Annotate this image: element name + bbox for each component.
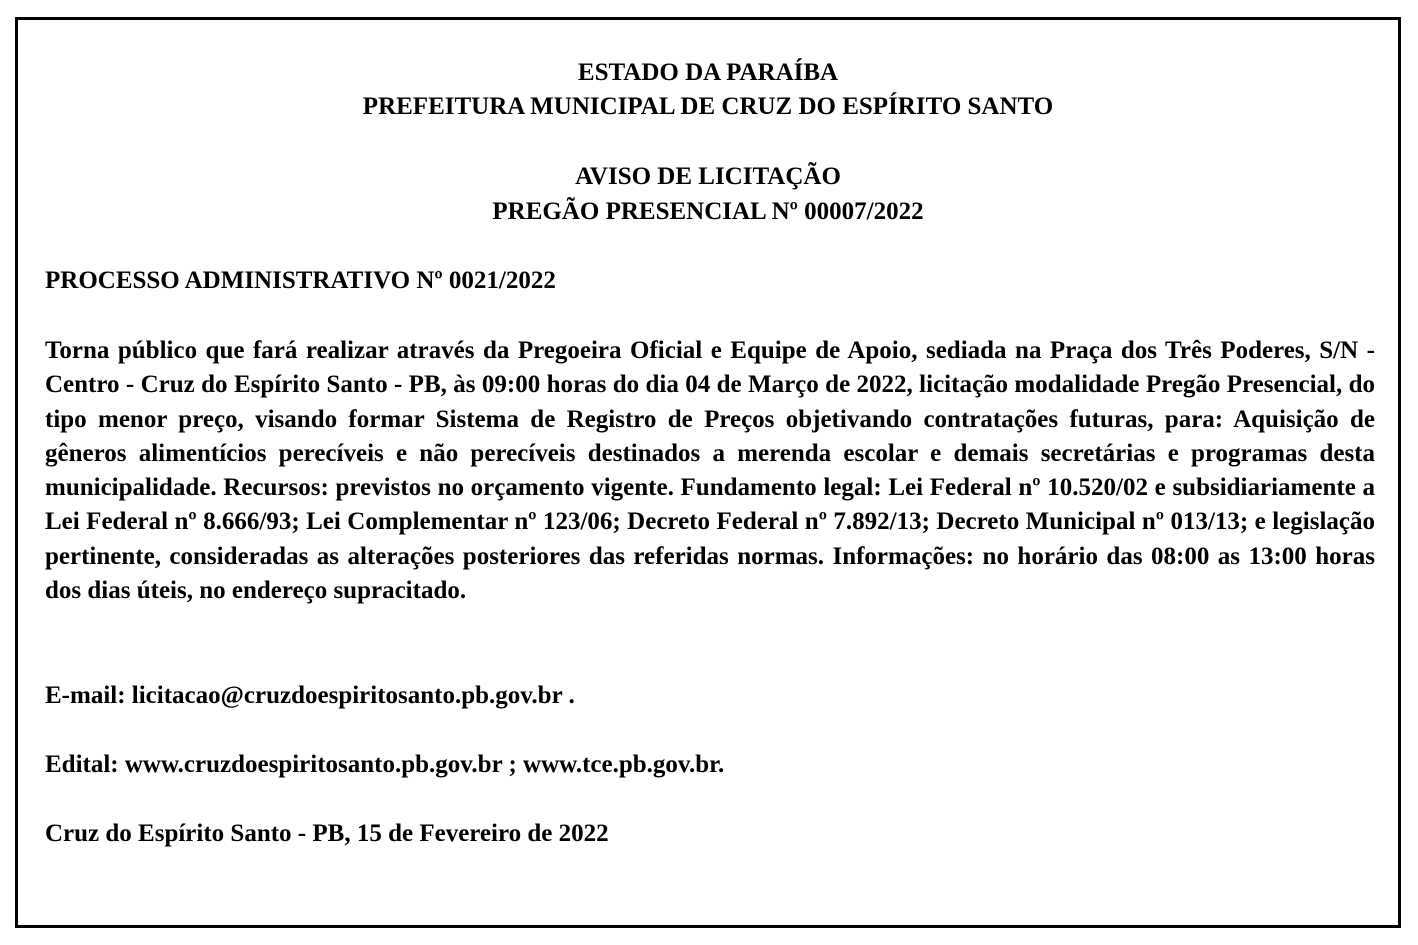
- process-number: PROCESSO ADMINISTRATIVO Nº 0021/2022: [45, 267, 556, 294]
- edital-line: Edital: www.cruzdoespiritosanto.pb.gov.br ; www.tce.pb.gov.br.: [45, 751, 725, 778]
- notice-frame: [15, 17, 1401, 928]
- notice-body: Torna público que fará realizar através da Pregoeira Oficial e Equipe de Apoio, sediada na Praça dos Três Poderes, S/N - Centro - Cruz do Espírito Santo - PB, às 09:00 horas do dia 04 de Março de 2022, licitação modalidade Pregão Presencial, do tipo menor preço, visando formar Sistema de Registro de Preços objetivando contratações futuras, para: Aquisição de gêneros alimentícios perecíveis e não perecíveis destinados a merenda escolar e demais secretárias e programas desta municipalidade. Recursos: previstos no orçamento vigente. Fundamento legal: Lei Federal nº 10.520/02 e subsidiariamente a Lei Federal nº 8.666/93; Lei Complementar nº 123/06; Decreto Federal nº 7.892/13; Decreto Municipal nº 013/13; e legislação pertinente, consideradas as alterações posteriores das referidas normas. Informações: no horário das 08:00 as 13:00 horas dos dias úteis, no endereço supracitado.: [45, 337, 1375, 605]
- notice-subtitle: PREGÃO PRESENCIAL Nº 00007/2022: [492, 198, 924, 225]
- email-line: E-mail: licitacao@cruzdoespiritosanto.pb.gov.br .: [45, 682, 575, 709]
- prefecture-heading: PREFEITURA MUNICIPAL DE CRUZ DO ESPÍRITO SANTO: [362, 93, 1054, 120]
- notice-title: AVISO DE LICITAÇÃO: [575, 163, 841, 190]
- place-date-line: Cruz do Espírito Santo - PB, 15 de Fevereiro de 2022: [45, 820, 609, 847]
- state-heading: ESTADO DA PARAÍBA: [577, 59, 839, 86]
